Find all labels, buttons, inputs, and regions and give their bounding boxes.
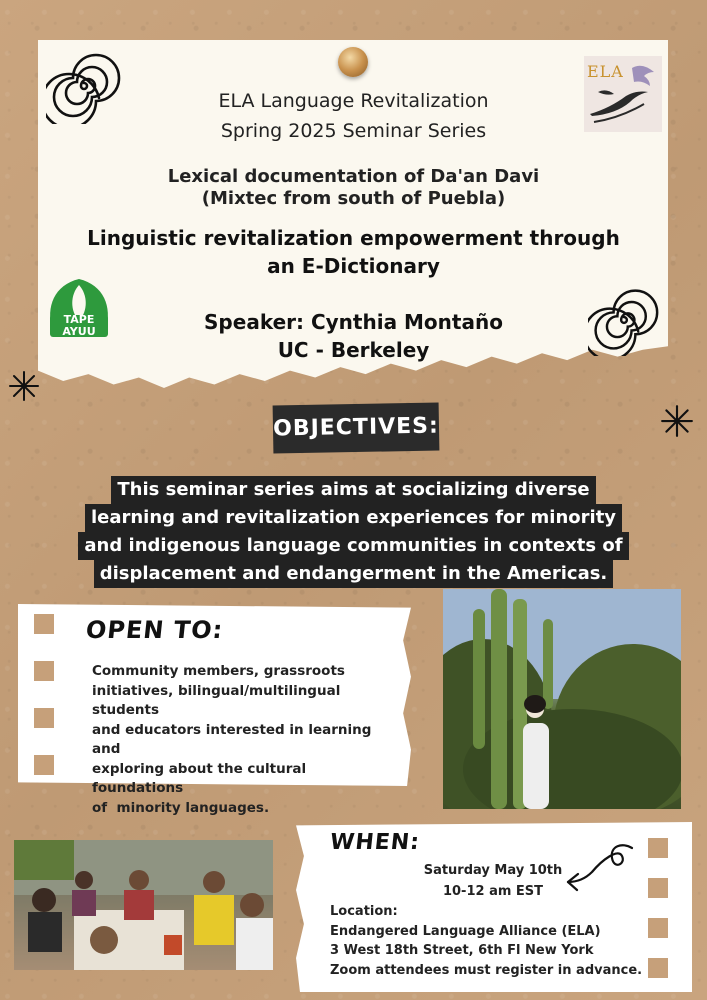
location-label: Location: <box>330 904 398 919</box>
asterisk-icon <box>660 404 694 438</box>
asterisk-icon <box>8 370 40 402</box>
event-date: Saturday May 10th <box>423 863 563 878</box>
open-to-line: initiatives, bilingual/multilingual students <box>92 682 341 718</box>
curly-arrow-icon <box>562 842 636 894</box>
objectives-text <box>0 476 707 588</box>
speaker-name: Speaker: Cynthia Montaño <box>204 310 503 334</box>
binder-hole <box>34 614 54 634</box>
binder-hole <box>648 958 668 978</box>
binder-hole <box>34 708 54 728</box>
binder-hole <box>648 838 668 858</box>
objectives-line: and indigenous language communities in contexts of <box>78 532 628 560</box>
objectives-line: This seminar series aims at socializing diverse <box>111 476 595 504</box>
series-title-line2: Spring 2025 Seminar Series <box>220 120 487 142</box>
location-line: 3 West 18th Street, 6th Fl New York <box>330 943 594 958</box>
series-title-line1: ELA Language Revitalization <box>218 90 489 112</box>
binder-hole <box>648 918 668 938</box>
subtitle-line2: an E-Dictionary <box>267 254 440 278</box>
open-to-line: exploring about the cultural foundations <box>92 760 307 796</box>
open-to-title: OPEN TO: <box>84 616 225 644</box>
binder-holes <box>34 614 56 802</box>
tape-ayuu-line2: AYUU <box>62 325 96 338</box>
pushpin-icon <box>338 47 368 77</box>
objectives-line: displacement and endangerment in the Americas. <box>94 560 614 588</box>
location-line: Zoom attendees must register in advance. <box>330 962 643 978</box>
talk-title-line2: (Mixtec from south of Puebla) <box>201 188 506 209</box>
objectives-label: OBJECTIVES: <box>273 403 440 454</box>
spiral-icon <box>46 48 122 124</box>
location-block <box>330 902 642 980</box>
event-time: 10-12 am EST <box>442 884 544 899</box>
binder-hole <box>34 661 54 681</box>
speaker-photo <box>443 589 681 809</box>
binder-hole <box>34 755 54 775</box>
event-datetime <box>418 860 568 902</box>
open-to-line: and educators interested in learning and <box>92 721 372 757</box>
objectives-line: learning and revitalization experiences for minority <box>85 504 622 532</box>
talk-title-line1: Lexical documentation of Da'an Davi <box>167 166 540 187</box>
speaker-affiliation: UC - Berkeley <box>277 338 430 362</box>
binder-holes <box>648 838 668 998</box>
ela-logo-text: ELA <box>587 62 624 81</box>
open-to-text <box>92 662 392 818</box>
tape-ayuu-line1: TAPE <box>63 313 95 326</box>
binder-hole <box>648 878 668 898</box>
open-to-line: Community members, grassroots <box>92 663 345 679</box>
when-title: WHEN: <box>328 830 422 855</box>
subtitle-line1: Linguistic revitalization empowerment through <box>87 226 620 250</box>
open-to-line: of minority languages. <box>92 799 270 816</box>
community-group-photo <box>14 840 273 970</box>
location-line: Endangered Language Alliance (ELA) <box>330 923 601 939</box>
